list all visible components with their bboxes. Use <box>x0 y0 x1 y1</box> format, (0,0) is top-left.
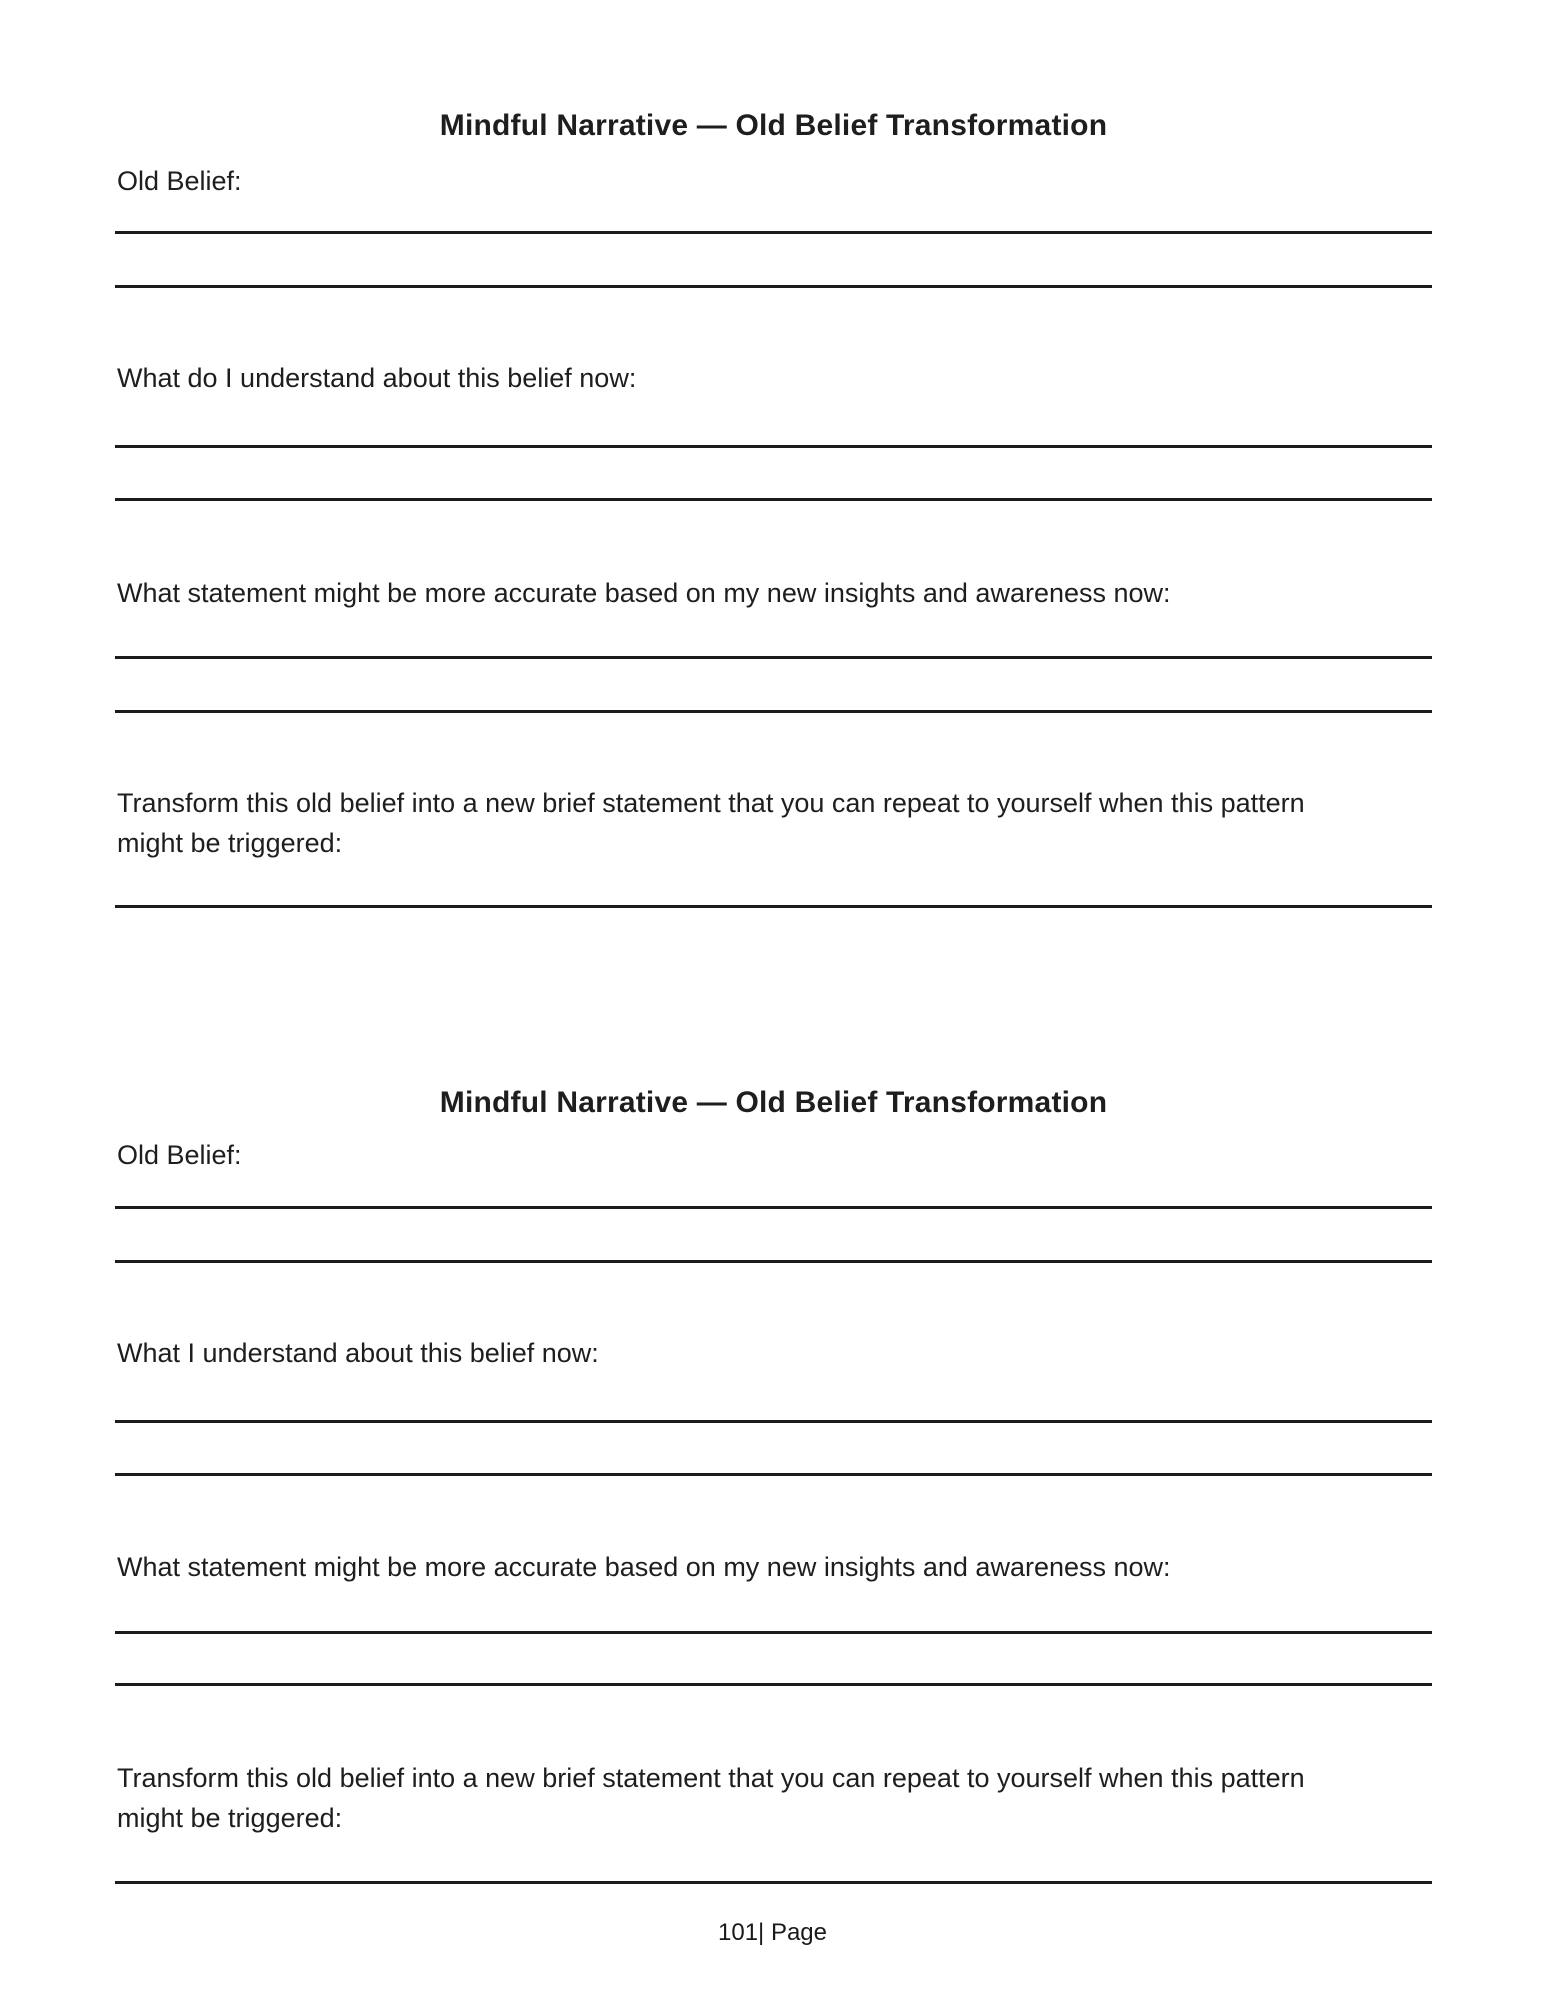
page-number-footer: 101| Page <box>718 1919 827 1946</box>
understand-prompt: What do I understand about this belief now: <box>117 363 637 393</box>
transform-prompt-line-1: Transform this old belief into a new brief statement that you can repeat to yourself when this pattern <box>117 1763 1305 1793</box>
statement-prompt: What statement might be more accurate based on my new insights and awareness now: <box>117 1552 1171 1582</box>
understand-prompt: What I understand about this belief now: <box>117 1338 599 1368</box>
answer-line <box>115 1881 1432 1884</box>
worksheet-title: Mindful Narrative — Old Belief Transformation <box>439 109 1108 142</box>
answer-line <box>115 710 1432 713</box>
answer-line <box>115 905 1432 908</box>
answer-line <box>115 1473 1432 1476</box>
old-belief-label: Old Belief: <box>117 1140 242 1170</box>
answer-line <box>115 1683 1432 1686</box>
worksheet-title: Mindful Narrative — Old Belief Transformation <box>439 1086 1108 1119</box>
transform-prompt-line-1: Transform this old belief into a new brief statement that you can repeat to yourself when this pattern <box>117 788 1305 818</box>
answer-line <box>115 231 1432 234</box>
answer-line <box>115 498 1432 501</box>
answer-line <box>115 1206 1432 1209</box>
answer-line <box>115 285 1432 288</box>
statement-prompt: What statement might be more accurate based on my new insights and awareness now: <box>117 578 1171 608</box>
transform-prompt-line-2: might be triggered: <box>117 1803 343 1833</box>
transform-prompt-line-2: might be triggered: <box>117 828 343 858</box>
answer-line <box>115 1420 1432 1423</box>
answer-line <box>115 445 1432 448</box>
answer-line <box>115 1260 1432 1263</box>
answer-line <box>115 1631 1432 1634</box>
old-belief-label: Old Belief: <box>117 166 242 196</box>
answer-line <box>115 656 1432 659</box>
